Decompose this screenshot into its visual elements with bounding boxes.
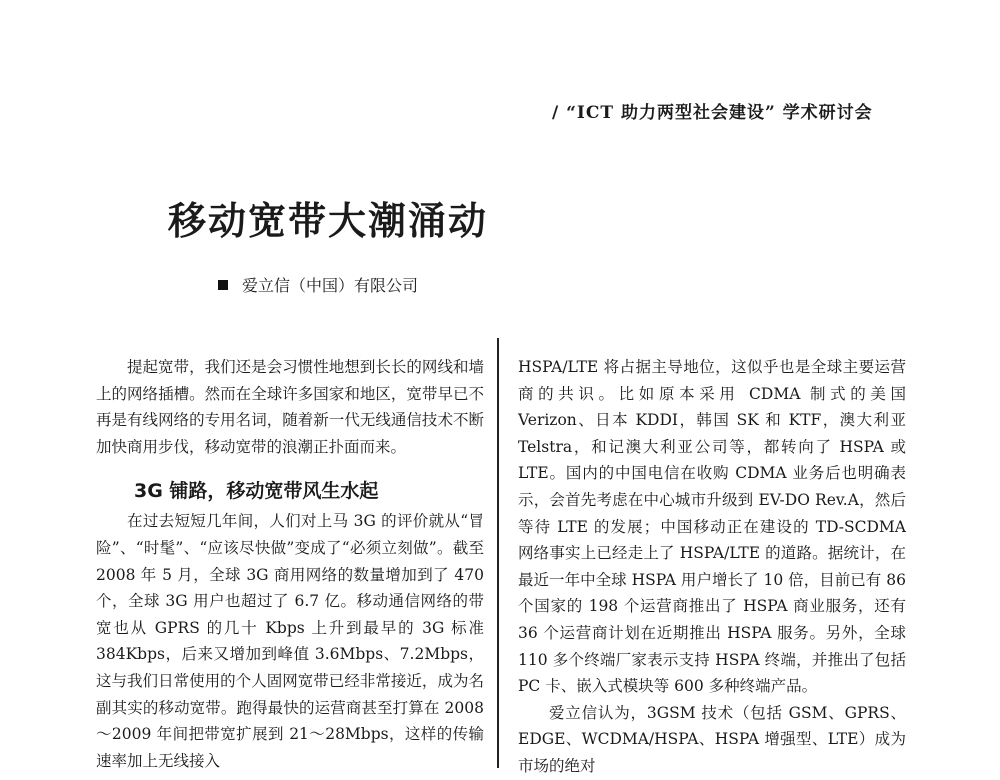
- continued-paragraph: HSPA/LTE 将占据主导地位，这似乎也是全球主要运营商的共识。比如原本采用 CDMA 制式的美国 Verizon、日本 KDDI，韩国 SK 和 KTF，澳大利亚 Telstra，和记澳大利亚公司等，都转向了 HSPA 或 LTE。国内的中国电信在收购 CDMA 业务后也明确表示，会首先考虑在中心城市升级到 EV-DO Rev.A，然后等待 LTE 的发展；中国移动正在建设的 TD-SCDMA 网络事实上已经走上了 HSPA/LTE 的道路。据统计，在最近一年中全球 HSPA 用户增长了 10 倍，目前已有 86 个国家的 198 个运营商推出了 HSPA 商业服务，还有 36 个运营商计划在近期推出 HSPA 服务。另外，全球 110 多个终端厂家表示支持 HSPA 终端，并推出了包括 PC 卡、嵌入式模块等 600 多种终端产品。: [518, 358, 906, 696]
- article-title: 移动宽带大潮涌动: [168, 199, 489, 243]
- section-body-paragraph: 在过去短短几年间，人们对上马 3G 的评价就从“冒险”、“时髦”、“应该尽快做”变成了“必须立刻做”。截至 2008 年 5 月，全球 3G 商用网络的数量增加到了 470 个，全球 3G 用户也超过了 6.7 亿。移动通信网络的带宽也从 GPRS 的几十 Kbps 上升到最早的 3G 标准 384Kbps，后来又增加到峰值 3.6Mbps、7.2Mbps，这与我们日常使用的个人固网宽带已经非常接近，成为名副其实的移动宽带。跑得最快的运营商甚至打算在 2008～2009 年间把带宽扩展到 21～28Mbps，这样的传输速率加上无线接入: [96, 512, 484, 770]
- intro-paragraph: 提起宽带，我们还是会习惯性地想到长长的网线和墙上的网络插槽。然而在全球许多国家和地区，宽带早已不再是有线网络的专用名词，随着新一代无线通信技术不断加快商用步伐，移动宽带的浪潮正扑面而来。: [96, 358, 484, 456]
- right-column: [518, 354, 906, 780]
- square-bullet-icon: [218, 280, 228, 290]
- running-header: / “ICT 助力两型社会建设” 学术研讨会: [552, 103, 873, 123]
- column-divider: [497, 338, 499, 768]
- author-line: [218, 273, 418, 296]
- next-paragraph: 爱立信认为，3GSM 技术（包括 GSM、GPRS、EDGE、WCDMA/HSPA、HSPA 增强型、LTE）成为市场的绝对: [518, 703, 906, 775]
- section-heading: 3G 铺路，移动宽带风生水起: [134, 480, 379, 503]
- left-column: [96, 354, 484, 774]
- author-name: 爱立信（中国）有限公司: [242, 276, 419, 295]
